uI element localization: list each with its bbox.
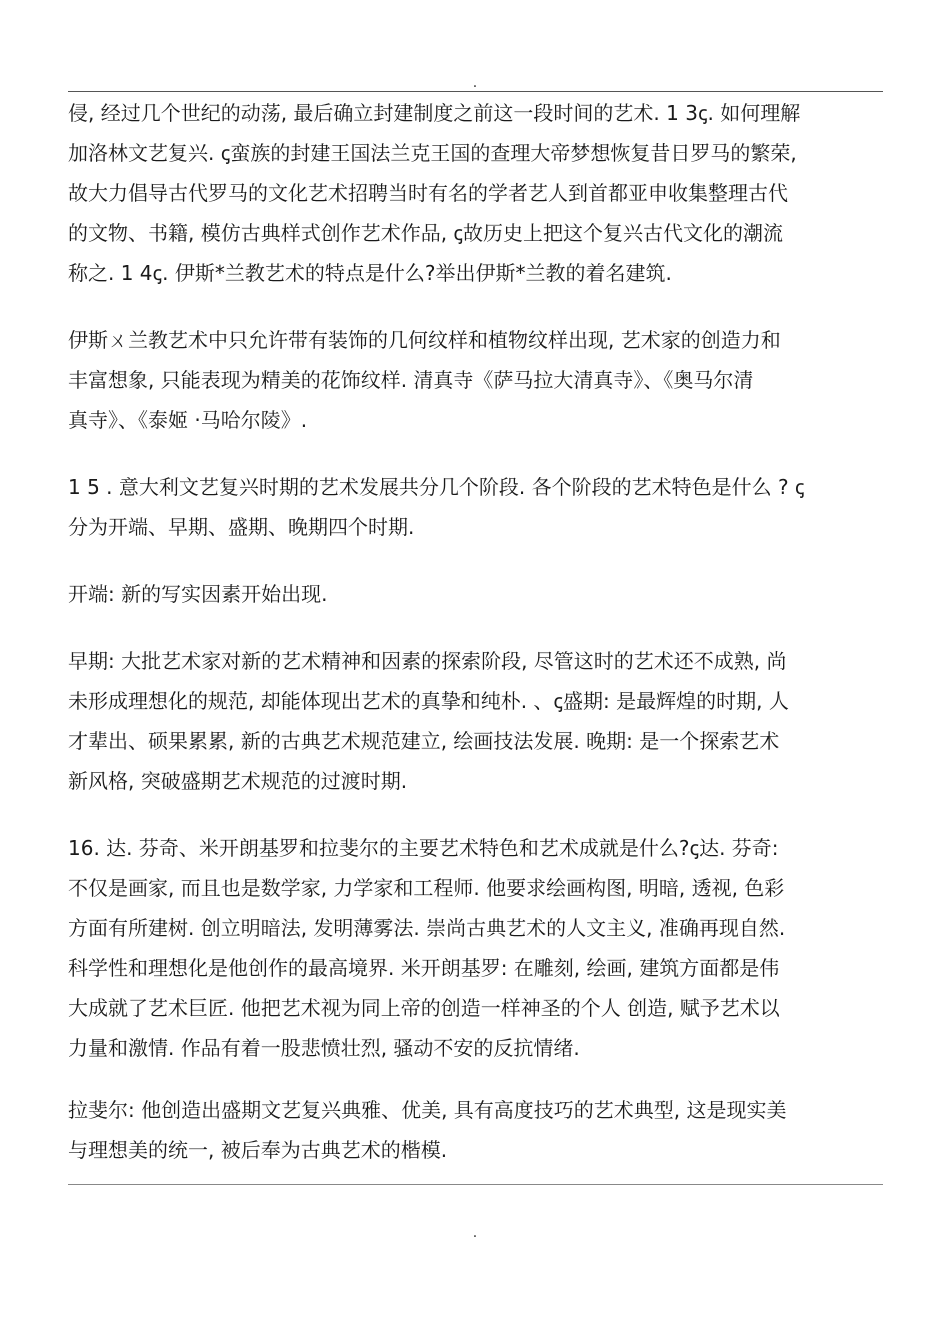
header-rule [68,91,883,92]
text-line: 大成就了艺术巨匠. 他把艺术视为同上帝的创造一样神圣的个人 创造, 赋予艺术以 [68,996,780,1020]
text-line: 真寺》、《泰姬 ·马哈尔陵》. [68,408,308,432]
text-line: 称之. 1 4ꞔ. 伊斯*兰教艺术的特点是什么?举出伊斯*兰教的着名建筑. [68,261,672,285]
text-line: 1 5 . 意大利文艺复兴时期的艺术发展共分几个阶段. 各个阶段的艺术特色是什么 ? ꞔ [68,475,805,499]
text-line: 未形成理想化的规范, 却能体现出艺术的真挚和纯朴. 、ꞔ盛期: 是最辉煌的时期, 人 [68,689,789,713]
text-line: 科学性和理想化是他创作的最高境界. 米开朗基罗: 在雕刻, 绘画, 建筑方面都是伟 [68,956,780,980]
text-line: 不仅是画家, 而且也是数学家, 力学家和工程师. 他要求绘画构图, 明暗, 透视, 色彩 [68,876,785,900]
text-line: 伊斯ㄨ兰教艺术中只允许带有装饰的几何纹样和植物纹样出现, 艺术家的创造力和 [68,328,781,352]
text-line: 丰富想象, 只能表现为精美的花饰纹样. 清真寺《萨马拉大清真寺》、《奥马尔清 [68,368,754,392]
paragraph-opening-period [68,574,888,614]
text-line: 16. 达. 芬奇、米开朗基罗和拉斐尔的主要艺术特色和艺术成就是什么?ꞔ达. 芬奇: [68,836,779,860]
text-line: 故大力倡导古代罗马的文化艺术招聘当时有名的学者艺人到首都亚申收集整理古代 [68,181,788,205]
text-line: 开端: 新的写实因素开始出现. [68,582,328,606]
text-line: 侵, 经过几个世纪的动荡, 最后确立封建制度之前这一段时间的艺术. 1 3ꞔ. 如何理解 [68,101,801,125]
footer-dot: . [472,1225,478,1241]
footer-rule [68,1184,883,1185]
paragraph-question-15 [68,467,888,547]
text-line: 加洛林文艺复兴. ꞔ蛮族的封建王国法兰克王国的查理大帝梦想恢复昔日罗马的繁荣, [68,141,797,165]
paragraph-periods [68,641,888,801]
text-line: 方面有所建树. 创立明暗法, 发明薄雾法. 崇尚古典艺术的人文主义, 准确再现自然. [68,916,786,940]
text-line: 早期: 大批艺术家对新的艺术精神和因素的探索阶段, 尽管这时的艺术还不成熟, 尚 [68,649,787,673]
paragraph-question-16 [68,828,888,1068]
text-line: 分为开端、早期、盛期、晚期四个时期. [68,515,415,539]
text-line: 的文物、书籍, 模仿古典样式创作艺术作品, ꞔ故历史上把这个复兴古代文化的潮流 [68,221,784,245]
text-line: 拉斐尔: 他创造出盛期文艺复兴典雅、优美, 具有高度技巧的艺术典型, 这是现实美 [68,1098,787,1122]
text-line: 才辈出、硕果累累, 新的古典艺术规范建立, 绘画技法发展. 晚期: 是一个探索艺术 [68,729,780,753]
paragraph-intro [68,93,888,293]
document-body [68,93,888,1170]
text-line: 与理想美的统一, 被后奉为古典艺术的楷模. [68,1138,448,1162]
paragraph-islamic-art [68,320,888,440]
text-line: 力量和激情. 作品有着一股悲愤壮烈, 骚动不安的反抗情绪. [68,1036,580,1060]
header-dot: . [472,75,478,91]
paragraph-raphael [68,1090,888,1170]
text-line: 新风格, 突破盛期艺术规范的过渡时期. [68,769,408,793]
